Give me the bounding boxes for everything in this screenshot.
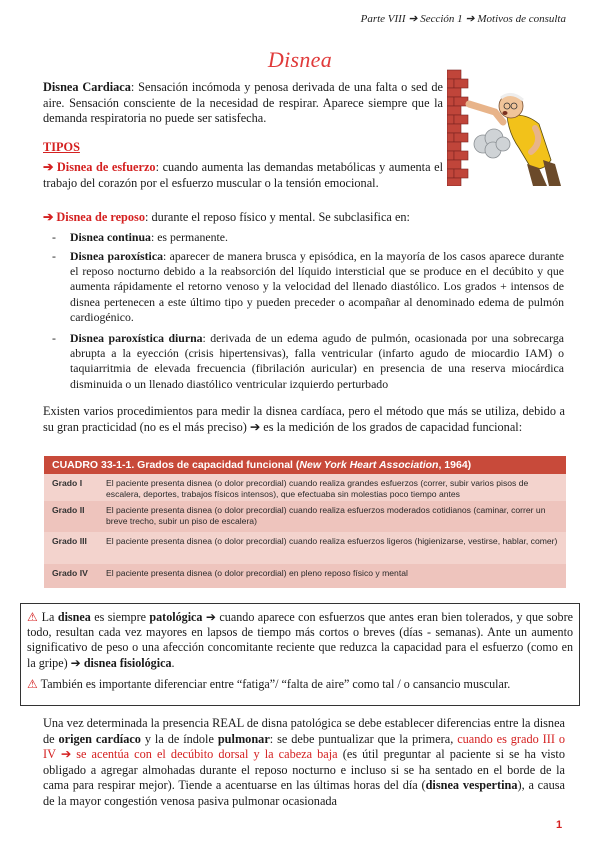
table-row bbox=[44, 474, 566, 501]
warning-box bbox=[20, 603, 580, 706]
table-title: CUADRO 33-1-1. Grados de capacidad funcional (New York Heart Association, 1964) bbox=[44, 456, 566, 474]
table-grade: Grado II bbox=[52, 505, 85, 515]
subtipo-label: Disnea continua bbox=[70, 230, 151, 244]
intro-term: Disnea Cardiaca bbox=[43, 80, 131, 94]
term-pulmonar: pulmonar bbox=[217, 731, 270, 746]
list-dash: - bbox=[52, 331, 56, 345]
term-origen-cardiaco: origen cardíaco bbox=[58, 731, 141, 746]
subtipo-paroxistica bbox=[52, 249, 564, 325]
table-row bbox=[44, 564, 566, 588]
arrow-right-icon: ➔ bbox=[43, 210, 57, 224]
table-description: El paciente presenta disnea (o dolor precordial) cuando realiza esfuerzos moderados cotidianos (caminar, correr un breve trecho, subir un piso de escalera) bbox=[106, 505, 546, 526]
tipos-heading: TIPOS bbox=[43, 140, 80, 154]
warning-paragraph-1: ⚠ La disnea es siempre patológica ➔ cuando aparece con esfuerzos que antes eran bien tolerados, y que sobre todo, resultan cada vez mayores en lapsos de tiempo más cortos o breves (días - semanas). Ante un aumento significativo de peso o una afección concomitante reciente que reduzca la capacidad para el esfuerzo (como en la gripe) ➔ disnea fisiológica. bbox=[27, 610, 573, 670]
subtipo-text: : aparecer de manera brusca y episódica, en la mayoría de los casos aparece durante el reposo nocturno debido a la reabsorción del líquido intersticial que se produce en el decúbito y que aumenta rápidamente el retorno venoso y la velocidad del llenado diastólico. Los grados + intensos de disnea pertenecen a este último tipo y pueden preceder o acompañar al denominado edema de pulmón cardiogénico. bbox=[70, 249, 564, 324]
subtipo-text: : derivada de un edema agudo de pulmón, ocasionada por una sobrecarga abrupta a la eyección (crisis hipertensivas), falla ventricular (infarto agudo de miocardio IAM) o taquiarritmia de elevada frecuencia (fibrilación auricular) en presencia de una reserva miocárdica disminuida o un llenado diastólico ventricular izquierdo perturbado bbox=[70, 331, 564, 391]
warning-paragraph-2: ⚠ También es importante diferenciar entre “fatiga”/ “falta de aire” como tal / o cansancio muscular. bbox=[27, 676, 511, 691]
subtipo-text: : es permanente. bbox=[150, 230, 228, 244]
intro-text: : Sensación incómoda y penosa derivada de una falta o sed de aire. Sensación consciente de la necesidad de respirar. Aparece siempre que la demanda respiratoria no puede ser satisfecha. bbox=[43, 80, 444, 125]
table-row bbox=[44, 532, 566, 564]
list-dash: - bbox=[52, 230, 56, 244]
intro-definition bbox=[43, 80, 443, 127]
paragraph-origen: Una vez determinada la presencia REAL de disna patológica se debe establecer diferencias entre la disnea de origen cardíaco y la de índole pulmonar: se debe puntualizar que la primera, cuando es grado III o IV ➔ se acentúa con el decúbito dorsal y la cabeza baja (es útil preguntar al paciente si se ha visto obligado a agregar almohadas durante el reposo nocturno e incluso si se ha sentado en el borde de la cama para respirar mejor). Tiende a acentuarse en las últimas horas del día (disnea vespertina), a causa de la mayor congestión venosa pasiva pulmonar ocasionada bbox=[43, 716, 565, 808]
subtipo-continua bbox=[52, 230, 564, 245]
list-dash: - bbox=[52, 249, 56, 263]
arrow-right-icon: ➔ bbox=[43, 160, 57, 174]
table-description: El paciente presenta disnea (o dolor precordial) cuando realiza grandes esfuerzos (correr, subir varios pisos de escalera, deportes, trabajos físicos intensos), que efectuaba sin molestias poco tiempo antes bbox=[106, 478, 529, 499]
table-source: New York Heart Association bbox=[299, 459, 439, 471]
table-grade: Grado IV bbox=[52, 568, 88, 578]
warning-icon: ⚠ bbox=[27, 610, 39, 624]
tipo-esfuerzo-label: Disnea de esfuerzo bbox=[56, 160, 156, 174]
paragraph-medicion: Existen varios procedimientos para medir la disnea cardíaca, pero el método que más se utiliza, debido a su gran practicidad (no es el más preciso) ➔ es la medición de los grados de capacidad funcional: bbox=[43, 404, 565, 434]
tipo-esfuerzo bbox=[43, 160, 443, 191]
breathless-man-illustration bbox=[447, 68, 567, 186]
page-title: Disnea bbox=[267, 47, 333, 72]
table-grade: Grado III bbox=[52, 536, 87, 546]
page-number: 1 bbox=[556, 819, 563, 831]
tipo-reposo-text: : durante el reposo físico y mental. Se subclasifica en: bbox=[144, 210, 410, 224]
table-description: El paciente presenta disnea (o dolor precordial) en pleno reposo físico y mental bbox=[106, 568, 408, 578]
nyha-table bbox=[44, 456, 566, 588]
page-header-breadcrumb: Parte VIII ➔ Sección 1 ➔ Motivos de consulta bbox=[360, 13, 566, 25]
warning-term-patologica: patológica bbox=[149, 610, 203, 624]
tipo-reposo-label: Disnea de reposo bbox=[56, 210, 145, 224]
term-disnea-vespertina: disnea vespertina bbox=[425, 778, 518, 793]
table-row bbox=[44, 501, 566, 532]
subtipo-label: Disnea paroxística bbox=[70, 249, 163, 263]
table-description: El paciente presenta disnea (o dolor precordial) cuando realiza esfuerzos ligeros (higienizarse, vestirse, hablar, comer) bbox=[106, 536, 558, 546]
subtipo-label: Disnea paroxística diurna bbox=[70, 331, 203, 345]
warning-term-fisiologica: disnea fisiológica bbox=[83, 655, 172, 670]
subtipo-paroxistica-diurna bbox=[52, 331, 564, 392]
highlight-grado-iii-iv: cuando es grado III o IV ➔ se acentúa con el decúbito dorsal y la cabeza baja bbox=[43, 731, 565, 762]
tipo-esfuerzo-text: : cuando aumenta las demandas metabólicas y aumenta el trabajo del corazón por el esfuerzo muscular o la tensión emocional. bbox=[43, 160, 443, 190]
tipo-reposo bbox=[43, 210, 565, 226]
warning-term-disnea: disnea bbox=[57, 610, 91, 624]
warning-icon: ⚠ bbox=[27, 676, 38, 691]
table-grade: Grado I bbox=[52, 478, 83, 488]
